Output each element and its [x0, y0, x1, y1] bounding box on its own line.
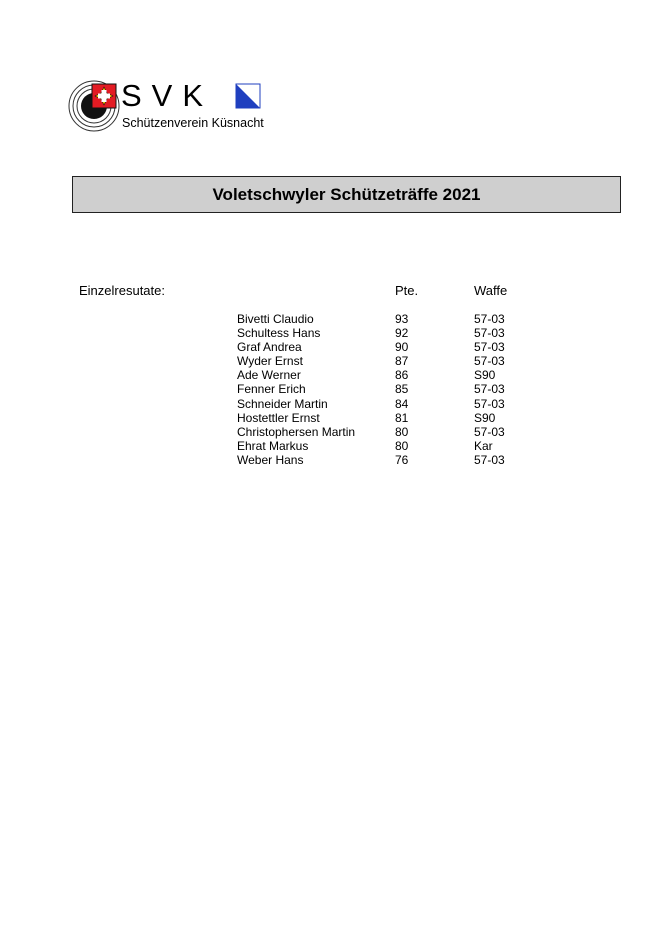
club-logo: [68, 76, 268, 132]
title-banner: [72, 176, 621, 213]
shooter-points: 87: [395, 354, 409, 369]
shooter-points: 84: [395, 396, 409, 411]
shooter-weapon: 57-03: [474, 354, 505, 369]
shooter-points: 93: [395, 312, 409, 326]
shooter-name: Ade Werner: [237, 368, 301, 383]
shooter-weapon: 57-03: [474, 312, 505, 326]
section-label: Einzelresutate:: [79, 283, 165, 298]
shooter-name: Ehrat Markus: [237, 438, 309, 453]
points-column-header: Pte.: [395, 283, 419, 298]
shooter-name: Fenner Erich: [237, 382, 306, 397]
weapon-column-header: Waffe: [474, 283, 508, 298]
shooter-name: Wyder Ernst: [237, 354, 303, 369]
shooter-weapon: Kar: [474, 438, 493, 453]
shooter-points: 81: [395, 410, 409, 425]
shooter-name: Graf Andrea: [237, 340, 302, 355]
logo-subtitle: Schützenverein Küsnacht: [122, 116, 264, 130]
shooter-name: Schneider Martin: [237, 396, 328, 411]
shooter-points: 90: [395, 340, 409, 355]
logo-letters: SVK: [121, 78, 214, 113]
page-title: Voletschwyler Schützeträffe 2021: [212, 184, 481, 204]
shooter-name: Weber Hans: [237, 452, 304, 467]
shooter-points: 85: [395, 382, 409, 397]
shooter-name: Christophersen Martin: [237, 424, 356, 439]
shooter-name: Schultess Hans: [237, 326, 321, 341]
shooter-name: Hostettler Ernst: [237, 410, 320, 425]
shooter-weapon: 57-03: [474, 452, 505, 467]
zurich-flag-icon: [236, 84, 260, 108]
shooter-weapon: S90: [474, 368, 496, 383]
shooter-weapon: 57-03: [474, 340, 505, 355]
shooter-points: 92: [395, 326, 409, 341]
shooter-weapon: 57-03: [474, 382, 505, 397]
shooter-weapon: 57-03: [474, 326, 505, 341]
shooter-points: 76: [395, 452, 409, 467]
shooter-weapon: 57-03: [474, 424, 505, 439]
shooter-name: Bivetti Claudio: [237, 312, 314, 326]
shooter-points: 80: [395, 438, 409, 453]
shooter-points: 86: [395, 368, 409, 383]
shooter-weapon: 57-03: [474, 396, 505, 411]
shooter-weapon: S90: [474, 410, 496, 425]
shooter-points: 80: [395, 424, 409, 439]
